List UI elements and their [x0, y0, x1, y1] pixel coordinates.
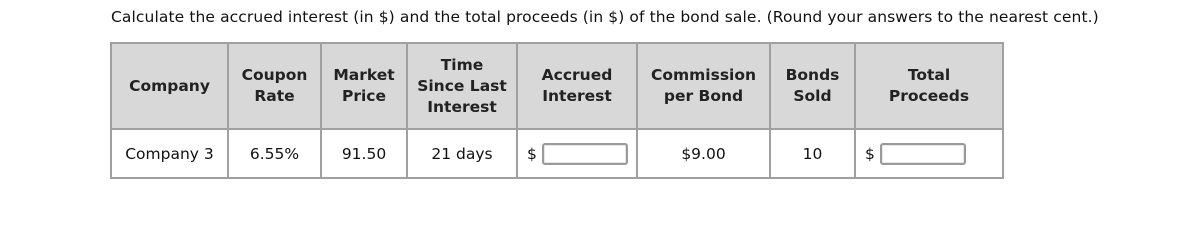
cell-coupon-rate: 6.55% [228, 129, 321, 178]
header-market-price: Market Price [321, 43, 407, 129]
accrued-interest-input[interactable] [542, 143, 628, 165]
cell-commission-per-bond: $9.00 [637, 129, 770, 178]
currency-symbol: $ [865, 144, 875, 163]
cell-time-since-last-interest: 21 days [407, 129, 517, 178]
cell-company: Company 3 [111, 129, 228, 178]
header-commission-per-bond: Commission per Bond [637, 43, 770, 129]
currency-symbol: $ [527, 144, 537, 163]
cell-bonds-sold: 10 [770, 129, 855, 178]
header-time-since-last-interest: Time Since Last Interest [407, 43, 517, 129]
header-total-proceeds: Total Proceeds [855, 43, 1003, 129]
header-company: Company [111, 43, 228, 129]
header-row [111, 43, 1003, 129]
header-bonds-sold: Bonds Sold [770, 43, 855, 129]
question-text: Calculate the accrued interest (in $) and the total proceeds (in $) of the bond sale. (Round your answers to the nearest cent.) [111, 8, 1099, 26]
cell-total-proceeds [855, 129, 1003, 178]
header-accrued-interest: Accrued Interest [517, 43, 637, 129]
cell-accrued-interest [517, 129, 637, 178]
header-coupon-rate: Coupon Rate [228, 43, 321, 129]
bond-sale-table [110, 42, 1004, 179]
cell-market-price: 91.50 [321, 129, 407, 178]
total-proceeds-input[interactable] [880, 143, 966, 165]
table-row [111, 129, 1003, 178]
